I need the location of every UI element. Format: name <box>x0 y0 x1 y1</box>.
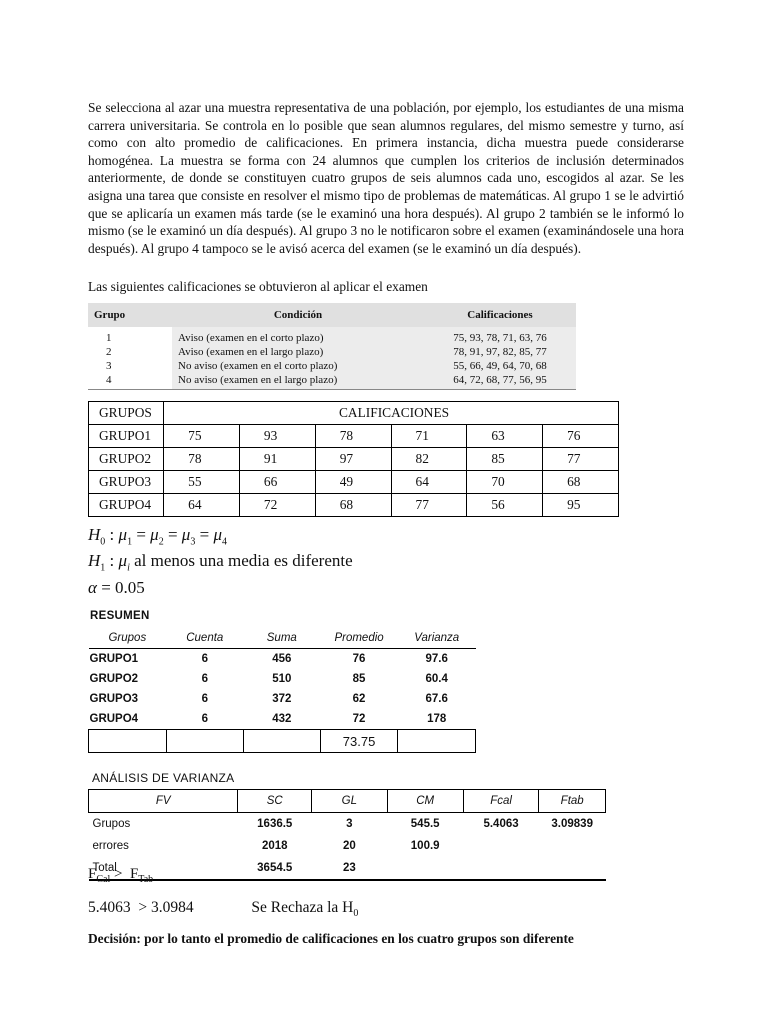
col-header: Ftab <box>539 790 606 813</box>
table-row <box>88 327 576 345</box>
table-row <box>89 835 606 857</box>
cell: 64 <box>391 471 467 494</box>
cell: 72 <box>352 713 366 725</box>
header-calificaciones: CALIFICACIONES <box>164 402 619 425</box>
cell: 49 <box>315 471 391 494</box>
cell: 85 <box>352 673 366 685</box>
cell: 77 <box>543 448 619 471</box>
scores-table <box>88 401 619 517</box>
cell: GRUPO4 <box>89 713 139 725</box>
cell: 78 <box>315 425 391 448</box>
cell: 372 <box>272 693 292 705</box>
cell <box>463 857 539 880</box>
cell: 6 <box>201 673 208 685</box>
cell: 75 <box>164 425 240 448</box>
cell <box>539 835 606 857</box>
cell: 95 <box>543 494 619 517</box>
cell: GRUPO1 <box>89 653 139 665</box>
table-row <box>89 813 606 836</box>
cell: 64 <box>164 494 240 517</box>
alpha-level: α = 0.05 <box>88 578 145 597</box>
conditions-table <box>88 303 576 390</box>
table-row <box>89 709 476 730</box>
cell: 432 <box>272 713 292 725</box>
col-header: SC <box>238 790 312 813</box>
table-row <box>89 425 619 448</box>
cell: 68 <box>543 471 619 494</box>
col-header: GL <box>312 790 387 813</box>
col-header: Grupos <box>89 628 167 649</box>
cell: 23 <box>312 857 387 880</box>
table-row <box>89 494 619 517</box>
cell: 66 <box>239 471 315 494</box>
anova-title: ANÁLISIS DE VARIANZA <box>92 771 235 785</box>
table-row <box>88 359 576 373</box>
cell: 510 <box>272 673 292 685</box>
verdict: Se Rechaza la H <box>251 899 354 916</box>
cell: No aviso (examen en el corto plazo) <box>172 359 424 373</box>
cell: 55, 66, 49, 64, 70, 68 <box>424 359 576 373</box>
col-header: Cuenta <box>166 628 243 649</box>
cell: 97 <box>315 448 391 471</box>
cell: 6 <box>201 713 208 725</box>
col-header-calificaciones: Calificaciones <box>424 303 576 327</box>
cell: 70 <box>467 471 543 494</box>
cell: 1 <box>106 332 112 344</box>
cell <box>243 730 320 753</box>
cell: 85 <box>467 448 543 471</box>
col-header: Suma <box>243 628 320 649</box>
cell: GRUPO3 <box>89 471 164 494</box>
header-grupos: GRUPOS <box>89 402 164 425</box>
table-row <box>89 857 606 880</box>
cell: 4 <box>88 373 172 390</box>
col-header: Fcal <box>463 790 539 813</box>
col-header: CM <box>387 790 463 813</box>
cell: Total <box>89 857 238 880</box>
cell: 68 <box>315 494 391 517</box>
cell: 6 <box>201 693 208 705</box>
cell: 56 <box>467 494 543 517</box>
col-header-grupo: Grupo <box>88 303 172 327</box>
cell: 93 <box>239 425 315 448</box>
table-caption: Las siguientes calificaciones se obtuvieron al aplicar el examen <box>88 279 428 294</box>
cell: 5.4063 <box>483 818 519 830</box>
cell: 2018 <box>261 840 288 852</box>
cell: 77 <box>391 494 467 517</box>
f-result: 5.4063 > 3.0984 Se Rechaza la $H_0$ <box>88 899 359 920</box>
cell: 1636.5 <box>257 818 293 830</box>
table-row <box>89 669 476 689</box>
cell <box>398 730 476 753</box>
resumen-title: RESUMEN <box>90 610 150 622</box>
cell: 91 <box>239 448 315 471</box>
cell: Aviso (examen en el largo plazo) <box>172 345 424 359</box>
resumen-table <box>88 628 476 753</box>
cell: 72 <box>239 494 315 517</box>
cell: GRUPO4 <box>89 494 164 517</box>
table-row <box>89 730 476 753</box>
anova-table <box>88 789 606 881</box>
cell: 6 <box>201 653 208 665</box>
col-header: Promedio <box>320 628 398 649</box>
alpha-value: 0.05 <box>115 578 145 597</box>
cell: 60.4 <box>425 673 448 685</box>
cell: 78, 91, 97, 82, 85, 77 <box>424 345 576 359</box>
cell: GRUPO2 <box>89 673 139 685</box>
table-row <box>88 373 576 390</box>
ftab-value: 3.0984 <box>151 899 194 916</box>
table-row <box>89 471 619 494</box>
cell <box>89 730 167 753</box>
cell: 100.9 <box>410 840 440 852</box>
table-row <box>89 649 476 670</box>
table-row <box>89 689 476 709</box>
cell: GRUPO3 <box>89 693 139 705</box>
cell <box>387 857 463 880</box>
cell: 20 <box>342 840 356 852</box>
cell: errores <box>92 840 129 852</box>
cell: 456 <box>272 653 292 665</box>
cell: GRUPO2 <box>89 448 164 471</box>
cell: 78 <box>164 448 240 471</box>
cell <box>539 857 606 880</box>
cell: 76 <box>352 653 366 665</box>
cell: 71 <box>391 425 467 448</box>
cell: 3 <box>346 818 353 830</box>
cell <box>463 835 539 857</box>
col-header-condicion: Condición <box>172 303 424 327</box>
cell <box>166 730 243 753</box>
cell: Aviso (examen en el corto plazo) <box>172 327 424 345</box>
alt-hypothesis-text: al menos una media es diferente <box>134 551 353 570</box>
cell: 545.5 <box>410 818 440 830</box>
col-header: Varianza <box>398 628 476 649</box>
cell: 67.6 <box>425 693 448 705</box>
null-hypothesis: $H_0$ : $\mu_1 = \mu_2 = \mu_3 = \mu_4$ <box>88 525 227 548</box>
alt-hypothesis: $H_1$ : $\mu_i$ al menos una media es diferente <box>88 551 353 574</box>
cell: 97.6 <box>425 653 448 665</box>
cell: GRUPO1 <box>89 425 164 448</box>
cell: 76 <box>543 425 619 448</box>
cell: 55 <box>164 471 240 494</box>
f-comparison: $F_{Cal} > F_{Tab}$ <box>88 866 154 885</box>
decision-text: Decisión: por lo tanto el promedio de calificaciones en los cuatro grupos son diferente <box>88 931 574 946</box>
cell: 2 <box>106 346 112 358</box>
cell: 63 <box>467 425 543 448</box>
intro-paragraph: Se selecciona al azar una muestra representativa de una población, por ejemplo, los estudiantes de una misma carrera universitaria. Se controla en lo posible que sean alumnos regulares, del mismo semestre y turno, así como con alto promedio de calificaciones. En primera instancia, dicha muestra puede considerarse homogénea. La muestra se forma con 24 alumnos que cumplen los criterios de inclusión determinados anteriormente, de donde se constituyen cuatro grupos de seis alumnos cada uno, escogidos al azar. Se les asigna una tarea que consiste en resolver el mismo tipo de problemas de matemáticas. Al grupo 1 se le advirtió que se aplicaría un examen más tarde (se le examinó una hora después). Al grupo 2 también se le informó lo mismo (se le examinó un día después). Al grupo 3 no le notificaron sobre el examen (examinándosele una hora después). Al grupo 4 tampoco se le avisó acerca del examen (se le examinó un día después). <box>88 100 684 256</box>
grand-mean: 73.75 <box>320 730 398 753</box>
cell: 64, 72, 68, 77, 56, 95 <box>424 373 576 390</box>
cell: 178 <box>427 713 447 725</box>
fcal-value: 5.4063 <box>88 899 131 916</box>
table-row <box>89 448 619 471</box>
cell: 82 <box>391 448 467 471</box>
table-row <box>88 345 576 359</box>
cell: 62 <box>352 693 366 705</box>
cell: 3654.5 <box>238 857 312 880</box>
cell: 3.09839 <box>551 818 593 830</box>
col-header: FV <box>89 790 238 813</box>
cell: 3 <box>106 360 112 372</box>
cell: 75, 93, 78, 71, 63, 76 <box>424 327 576 345</box>
cell: No aviso (examen en el largo plazo) <box>172 373 424 390</box>
cell: Grupos <box>92 818 131 830</box>
